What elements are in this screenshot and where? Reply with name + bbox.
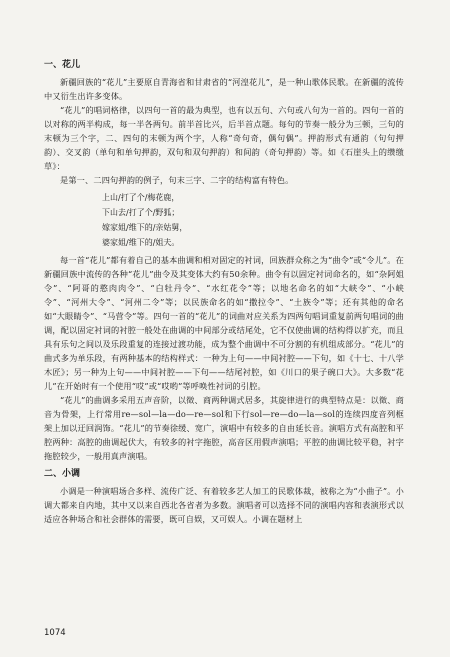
poem-line: 婆家姐/维下的/姐夫。 <box>102 238 180 247</box>
poem-line: 上山/打了个/梅花鹿， <box>102 193 180 202</box>
paragraph: 小调是一种演唱场合多样、流传广泛、有着较多艺人加工的民歌体裁，被称之为“小曲子”。小调大都来自内地，其中又以来自西北各省者为多数。演唱者可以选择不同的演唱内容和表演形式以适应各种场合和社会群体的需要，既可自娱，又可娱人。小调在题材上 <box>44 486 404 524</box>
paragraph: 新疆回族的“花儿”主要原自青海省和甘肃省的“河湟花儿”，是一种山歌体民歌。在新疆的流传中又衍生出许多变体。 <box>44 77 404 101</box>
section-heading-huaer: 一、花儿 <box>44 60 81 70</box>
section-heading-xiaodiao: 二、小调 <box>44 469 81 479</box>
document-body <box>44 58 404 526</box>
poem-block <box>102 190 404 250</box>
poem-line: 嫁家姐/维下的/亲姑舅， <box>102 223 188 232</box>
poem-line: 下山去/打了个/野狐； <box>102 208 180 217</box>
paragraph: 是第一、二四句押韵的例子，句末三字、二字的结构富有特色。 <box>60 175 294 185</box>
page-number: 1074 <box>44 628 66 638</box>
paragraph: “花儿”的曲调多采用五声音阶，以徵、商两种调式居多，其旋律进行的典型特点是：以徵、商音为骨架，上行常用re—sol—la—do—re—sol和下行sol—re—do—la—sol的连续四度音列框架上加以迂回润饰。“花儿”的节奏徐缓、宽广，演唱中有较多的自由延长音。演唱方式有高腔和平腔两种：高腔的曲调起伏大，有较多的衬字拖腔，高音区用假声演唱；平腔的曲调比较平稳，衬字拖腔较少，一般用真声演唱。 <box>44 395 404 461</box>
paragraph: 每一首“花儿”都有着自己的基本曲调和相对固定的衬词，回族群众称之为“曲令”或“令儿”。在新疆回族中流传的各种“花儿”曲令及其变体大约有50余种。曲令有以固定衬词命名的，如“杂阿姐令”、“阿哥的憨肉肉令”、“白牡丹令”、“水红花令”等；以地名命名的如“大峡令”、“小峡令”、“河州大令”、“河州二令”等；以民族命名的如“撒拉令”、“土族令”等；还有其他的命名如“大眼睛令”、“马营令”等。四句一首的“花儿”的词曲对应关系为四两句唱词重复前两句唱词的曲调，配以固定衬词的衬腔一般处在曲调的中间部分或结尾处，它不仅使曲调的结构得以扩充，而且具有乐句之间以及乐段重复的连接过渡功能，成为整个曲调中不可分割的有机组成部分。“花儿”的曲式多为单乐段，有两种基本的结构样式：一种为上句——中间衬腔——下句，如《十七、十八学木匠》；另一种为上句——中间衬腔——下句——结尾衬腔，如《川口的果子碗口大》。大多数“花儿”在开始时有一个使用“哎”或“哎哟”等呼唤性衬词的引腔。 <box>44 255 404 391</box>
paragraph: “花儿”的唱词格律，以四句一首的最为典型，也有以五句、六句或八句为一首的。四句一首的以对称的两半构成，每一半各两句。前半首比兴，后半首点题。每句的节奏一般分为三顿，三句的末顿为三个字，二、四句的末顿为两个字，人称“奇句奇，偶句偶”。押韵形式有通韵（句句押韵）、交叉韵（单句和单句押韵，双句和双句押韵）和间韵（奇句押韵）等。如《石崖头上的缵缴草》： <box>44 105 404 171</box>
